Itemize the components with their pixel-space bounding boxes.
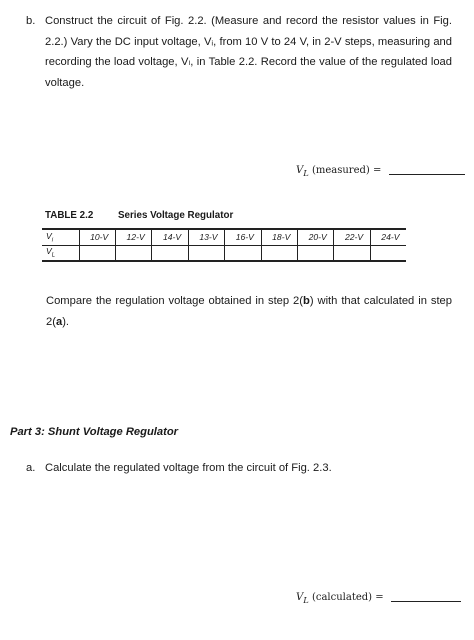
col-6: 18-V [261,229,297,245]
col-7: 20-V [297,229,333,245]
vl-cell-5[interactable] [225,245,261,261]
step-b-text: Construct the circuit of Fig. 2.2. (Measure and record the resistor values in Fig. 2.2.) Vary the DC input voltage, Vᵢ, from 10 V to 24 V, in 2-V steps, measuring and recording the load voltage, Vₗ, in Table 2.2. Record the value of the regulated load voltage. [45,15,452,89]
step-b-instructions [26,11,452,93]
col-4: 13-V [188,229,224,245]
table-row-vi [42,229,406,245]
measured-label: (measured) = [311,165,382,176]
col-9: 24-V [370,229,406,245]
col-1: 10-V [79,229,115,245]
col-8: 22-V [334,229,370,245]
table-number: TABLE 2.2 [45,210,94,221]
calculated-var: V [296,592,304,603]
compare-instructions: Compare the regulation voltage obtained in step 2(b) with that calculated in step 2(a). [46,295,452,328]
vl-cell-7[interactable] [297,245,333,261]
vl-cell-8[interactable] [334,245,370,261]
step-a-text: Calculate the regulated voltage from the circuit of Fig. 2.3. [45,462,332,474]
measured-voltage-field [296,165,465,178]
table-title: Series Voltage Regulator [118,210,234,221]
table-caption [45,210,233,221]
col-3: 14-V [152,229,188,245]
calculated-label: (calculated) = [311,592,384,603]
part3-heading: Part 3: Shunt Voltage Regulator [10,426,179,438]
vl-cell-4[interactable] [188,245,224,261]
vl-cell-9[interactable] [370,245,406,261]
step-b-marker: b. [26,15,36,27]
measured-blank-line[interactable] [389,174,465,175]
col-2: 12-V [115,229,151,245]
vl-cell-2[interactable] [115,245,151,261]
row-head-vi: $V_i$ [46,230,54,244]
calculated-var-sub: L [303,595,309,605]
measured-var: V [296,165,304,176]
table-row-vl [42,245,406,261]
vl-cell-3[interactable] [152,245,188,261]
vl-cell-6[interactable] [261,245,297,261]
row-head-vl: $V_L$ [42,245,79,261]
calculated-blank-line[interactable] [391,601,461,602]
vl-cell-1[interactable] [79,245,115,261]
series-regulator-table [42,228,406,262]
col-5: 16-V [225,229,261,245]
step-a-instructions [26,458,452,478]
measured-var-sub: L [303,168,309,178]
calculated-voltage-field [296,592,461,605]
step-a-marker: a. [26,462,36,474]
